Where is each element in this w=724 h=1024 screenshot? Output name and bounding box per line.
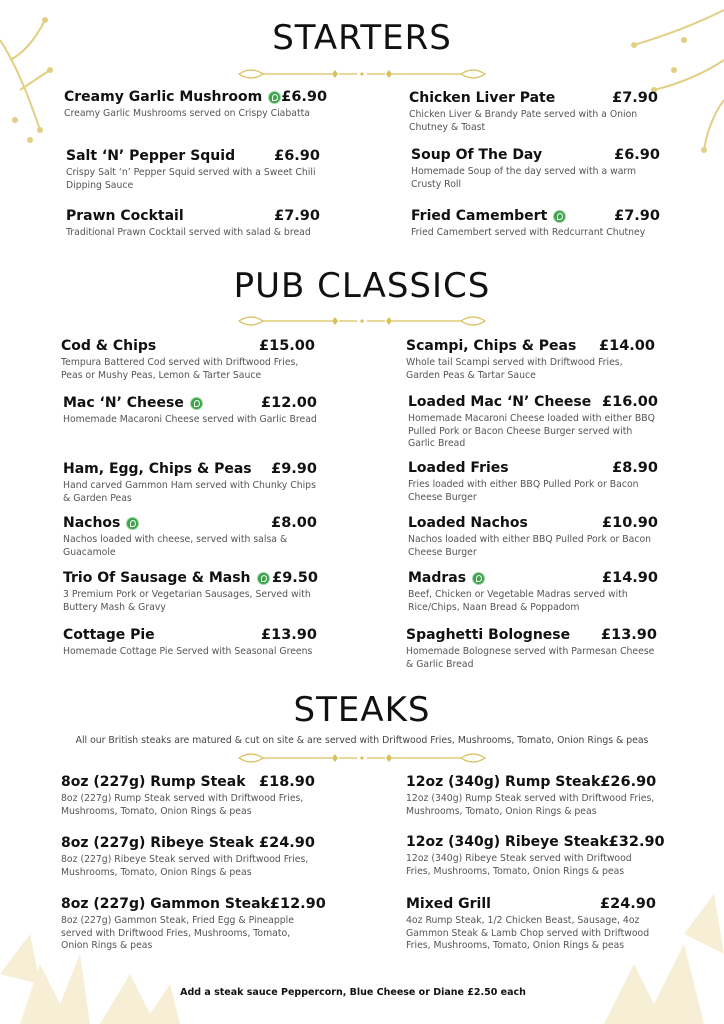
menu-item [408,394,658,451]
menu-item-header [406,338,655,354]
menu-item-description: Homemade Cottage Pie Served with Seasonal Greens [63,646,313,657]
menu-item-price: £12.00 [261,395,317,411]
menu-item-description: 8oz (227g) Rump Steak served with Driftwood Fries, Mushrooms, Tomato, Onion Rings & peas [61,793,304,817]
menu-item-description: Fried Camembert served with Redcurrant Chutney [411,227,646,238]
menu-item-name-text: Scampi, Chips & Peas [406,338,577,354]
menu-item-description: Creamy Garlic Mushrooms served on Crispy Ciabatta [64,108,310,119]
menu-item-name-text: Chicken Liver Pate [409,90,556,106]
menu-item-name [406,338,576,354]
vegetarian-icon [268,91,281,104]
menu-item-price: £6.90 [614,147,660,163]
menu-item-name [406,834,609,850]
menu-item-price: £15.00 [259,338,315,354]
menu-item-header [63,570,318,586]
menu-item-header [408,460,658,476]
menu-item-price: £7.90 [274,208,320,224]
menu-item-name [408,570,485,586]
menu-item-header [61,896,326,912]
menu-item-price: £13.90 [601,627,657,643]
menu-item-header [406,896,656,912]
menu-item-name-text: Mac ‘N’ Cheese [63,395,184,411]
vegetarian-icon [126,517,139,530]
ornamental-divider [237,66,487,80]
menu-item-price: £14.90 [602,570,658,586]
menu-item [406,338,655,382]
menu-item-description: 12oz (340g) Rump Steak served with Driftwood Fries, Mushrooms, Tomato, Onion Rings & peas [406,793,655,817]
menu-item-description: 3 Premium Pork or Vegetarian Sausages, Served with Buttery Mash & Gravy [63,589,311,613]
menu-item-name-text: 8oz (227g) Ribeye Steak [61,835,254,851]
section-title-starters: STARTERS [272,18,452,58]
menu-item-name-text: Loaded Mac ‘N’ Cheese [408,394,592,410]
vegetarian-icon [190,397,203,410]
menu-item [408,515,658,559]
menu-item-name-text: Ham, Egg, Chips & Peas [63,461,252,477]
menu-item-name-text: Salt ‘N’ Pepper Squid [66,148,236,164]
menu-item-header [411,208,660,224]
menu-item-price: £9.90 [271,461,317,477]
menu-item-name [406,896,491,912]
menu-item-header [406,774,656,790]
menu-item-price: £18.90 [259,774,315,790]
menu-item-price: £6.90 [281,89,328,105]
menu-item-name-text: Soup Of The Day [411,147,543,163]
menu-item-description: 8oz (227g) Gammon Steak, Fried Egg & Pineapple served with Driftwood Fries, Mushrooms, Tomato, Onion Rings & peas [61,915,294,951]
menu-item-price: £26.90 [600,774,657,790]
menu-item-name-text: Prawn Cocktail [66,208,184,224]
menu-item-price: £24.90 [259,835,315,851]
menu-item [63,395,317,427]
menu-item [411,208,660,240]
vegetarian-icon [257,572,270,585]
menu-item-description: Traditional Prawn Cocktail served with salad & bread [66,227,311,238]
menu-item-name-text: 8oz (227g) Rump Steak [61,774,246,790]
menu-item-price: £24.90 [600,896,656,912]
menu-item [406,834,665,878]
menu-item-price: £13.90 [261,627,317,643]
menu-item-header [61,774,315,790]
menu-item-name [408,515,528,531]
menu-item-name [63,461,252,477]
menu-item [63,461,317,505]
menu-item [408,570,658,614]
menu-item-name [64,89,281,105]
menu-item-name-text: Mixed Grill [406,896,491,912]
menu-item-header [408,394,658,410]
menu-item [61,835,315,879]
menu-item-description: Homemade Soup of the day served with a warm Crusty Roll [411,166,637,190]
menu-item [64,89,328,121]
menu-item-header [61,338,315,354]
menu-item-price: £14.00 [599,338,655,354]
menu-item-description: Nachos loaded with cheese, served with salsa & Guacamole [63,534,288,558]
menu-item-description: Beef, Chicken or Vegetable Madras served with Rice/Chips, Naan Bread & Poppadom [408,589,628,613]
menu-item-header [406,834,665,850]
menu-item-name [408,394,591,410]
menu-item-name-text: Cod & Chips [61,338,157,354]
menu-item [66,148,320,192]
menu-item-description: Nachos loaded with either BBQ Pulled Pork or Bacon Cheese Burger [408,534,652,558]
menu-item-description: 8oz (227g) Ribeye Steak served with Driftwood Fries, Mushrooms, Tomato, Onion Rings & peas [61,854,309,878]
vegetarian-icon [472,572,485,585]
menu-item-price: £16.00 [602,394,658,410]
section-title-pub-classics: PUB CLASSICS [233,266,491,306]
menu-item-header [63,395,317,411]
menu-item-name-text: Loaded Nachos [408,515,528,531]
menu-item-description: Fries loaded with either BBQ Pulled Pork or Bacon Cheese Burger [408,479,639,503]
menu-item-name [66,208,184,224]
menu-item-name-text: Trio Of Sausage & Mash [63,570,251,586]
menu-item-name [61,338,156,354]
steak-sauce-note: Add a steak sauce Peppercorn, Blue Cheese or Diane £2.50 each [180,987,526,998]
menu-item [66,208,320,240]
menu-item-name [61,774,246,790]
menu-item-name-text: Madras [408,570,467,586]
menu-item-name [63,570,270,586]
menu-item-description: Chicken Liver & Brandy Pate served with a Onion Chutney & Toast [409,109,638,133]
menu-item-header [63,515,317,531]
menu-item [63,570,318,614]
menu-item-price: £10.90 [602,515,658,531]
menu-item-description: Homemade Bolognese served with Parmesan Cheese & Garlic Bread [406,646,655,670]
menu-item-price: £7.90 [612,90,658,106]
menu-item-name-text: Fried Camembert [411,208,548,224]
menu-item-description: 4oz Rump Steak, 1/2 Chicken Beast, Sausage, 4oz Gammon Steak & Lamb Chop served with Driftwood Fries, Mushrooms, Tomato, Onion Rings & peas [406,915,650,951]
menu-item [63,627,317,659]
menu-item-name [63,515,139,531]
menu-item-price: £7.90 [614,208,660,224]
menu-item-name-text: 12oz (340g) Ribeye Steak [406,834,609,850]
steaks-subtitle: All our British steaks are matured & cut on site & are served with Driftwood Fries, Mushrooms, Tomato, Onion Rings & peas [75,735,649,746]
menu-item [409,90,658,134]
menu-item-name [61,835,254,851]
menu-item [61,338,315,382]
menu-item-name [409,90,555,106]
menu-item-price: £12.90 [269,896,326,912]
menu-item-header [406,627,657,643]
menu-item-name [63,395,203,411]
menu-item-name-text: Loaded Fries [408,460,509,476]
menu-item-header [408,515,658,531]
menu-item [406,896,656,953]
menu-item-name [411,147,542,163]
section-title-steaks: STEAKS [293,690,431,730]
menu-item-price: £8.90 [612,460,658,476]
vegetarian-icon [553,210,566,223]
menu-item-name-text: 8oz (227g) Gammon Steak [61,896,270,912]
menu-item-name [406,627,570,643]
menu-item-price: £9.50 [272,570,318,586]
menu-item-name-text: Spaghetti Bolognese [406,627,571,643]
menu-item-header [66,148,320,164]
menu-item-price: £6.90 [274,148,320,164]
menu-item [408,460,658,504]
menu-item-name-text: 12oz (340g) Rump Steak [406,774,601,790]
menu-item-header [63,461,317,477]
menu-item-header [409,90,658,106]
menu-item [406,627,657,671]
menu-item-header [408,570,658,586]
menu-item-header [66,208,320,224]
menu-item-name [61,896,270,912]
menu-item [406,774,656,818]
menu-item-name-text: Creamy Garlic Mushroom [64,89,263,105]
ornamental-divider [237,750,487,764]
menu-item-header [64,89,328,105]
menu-item-name [63,627,155,643]
menu-item-header [63,627,317,643]
menu-item-name [406,774,600,790]
menu-item-name [408,460,509,476]
menu-item-description: Whole tail Scampi served with Driftwood Fries, Garden Peas & Tartar Sauce [406,357,623,381]
menu-item-name [66,148,235,164]
menu-item [411,147,660,191]
menu-item-description: Homemade Macaroni Cheese served with Garlic Bread [63,414,317,425]
menu-item-header [61,835,315,851]
menu-item-description: Crispy Salt ‘n’ Pepper Squid served with a Sweet Chili Dipping Sauce [66,167,316,191]
menu-item-name-text: Cottage Pie [63,627,155,643]
menu-item-description: Hand carved Gammon Ham served with Chunky Chips & Garden Peas [63,480,316,504]
menu-item-description: Tempura Battered Cod served with Driftwood Fries, Peas or Mushy Peas, Lemon & Tarter Sauce [61,357,299,381]
menu-item [61,774,315,818]
menu-item-name [411,208,566,224]
ornamental-divider [237,313,487,327]
menu-item-header [411,147,660,163]
menu-item-description: 12oz (340g) Ribeye Steak served with Driftwood Fries, Mushrooms, Tomato, Onion Rings & peas [406,853,632,877]
menu-item-price: £8.00 [271,515,317,531]
menu-item-description: Homemade Macaroni Cheese loaded with either BBQ Pulled Pork or Bacon Cheese Burger served with Garlic Bread [408,413,655,449]
menu-item-name-text: Nachos [63,515,121,531]
menu-item-price: £32.90 [608,834,665,850]
menu-item [61,896,326,953]
menu-item [63,515,317,559]
